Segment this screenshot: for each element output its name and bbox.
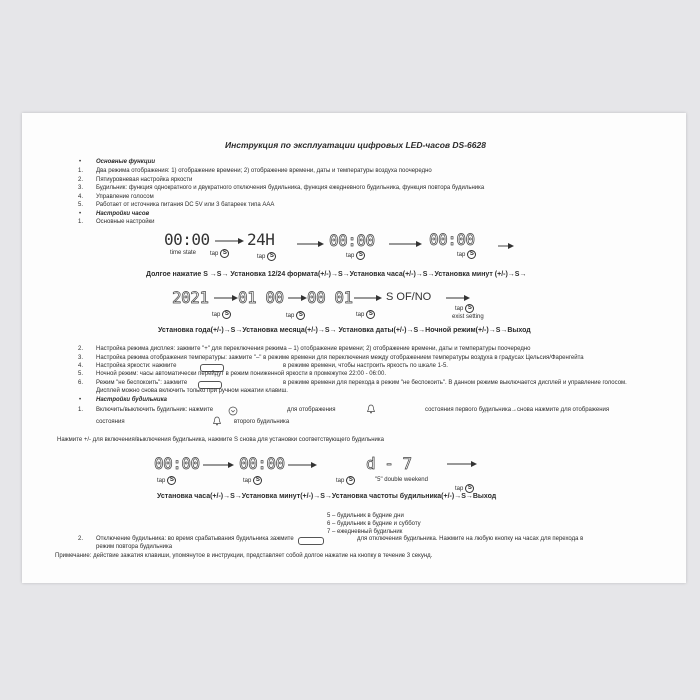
list-number: 6.	[78, 380, 84, 386]
list-item: Пятиуровневая настройка яркости	[96, 177, 193, 183]
led-display-year: 2021	[172, 288, 209, 307]
tap-label: tap	[286, 313, 295, 320]
tap-hint	[212, 310, 231, 319]
s-key-icon: S	[253, 476, 262, 485]
section-bullet: •	[79, 211, 82, 217]
page-title: Инструкция по эксплуатации цифровых LED-часов DS-6628	[225, 140, 486, 150]
list-item: Управление голосом	[96, 194, 154, 200]
list-number: 2.	[78, 177, 84, 183]
tap-label: tap	[346, 253, 355, 260]
tap-hint	[356, 310, 375, 319]
s-key-icon: S	[465, 484, 474, 493]
frequency-option: 6 – будильник в будние и субботу	[327, 521, 421, 527]
led-display-month: 01 00	[238, 288, 284, 307]
exit-caption: exist setting	[452, 314, 484, 320]
tap-hint	[243, 476, 262, 485]
section-bullet: •	[79, 397, 82, 403]
tap-hint	[257, 252, 276, 261]
tap-hint	[210, 249, 229, 258]
list-item-text: Включить/выключить будильник: нажмите	[96, 407, 214, 413]
list-number: 3.	[78, 185, 84, 191]
list-item-text: режим повтора будильника	[96, 544, 173, 550]
section-heading-clock: Настройки часов	[96, 211, 150, 217]
tap-label: tap	[455, 306, 464, 313]
led-display-format: 24H	[247, 230, 275, 249]
s-key-icon: S	[356, 251, 365, 260]
led-display-alarm-frequency: d - 7	[366, 454, 412, 473]
tap-label: tap	[243, 478, 252, 485]
frequency-note: "5" double weekend	[375, 477, 428, 483]
list-item-text: для отображения	[287, 407, 336, 413]
bell-icon	[212, 416, 222, 426]
list-item: Ночной режим: часы автоматически перейдут в режим пониженной яркости в промежутке 22:00 - 06:00.	[96, 371, 386, 377]
section-heading-basic: Основные функции	[96, 159, 156, 165]
s-key-icon: S	[267, 252, 276, 261]
list-number: 1.	[78, 168, 84, 174]
tap-hint	[157, 476, 176, 485]
tap-hint	[455, 304, 474, 313]
led-display-hour-set: 00:00	[329, 231, 375, 250]
list-number: 3.	[78, 355, 84, 361]
list-item-text: Режим "не беспокоить": зажмите	[96, 380, 188, 386]
list-item-text: состояния первого будильника→снова нажмите для отображения	[425, 407, 610, 413]
list-number: 5.	[78, 202, 84, 208]
list-item-text: Настройка яркости: нажмите	[96, 363, 177, 369]
led-display-time: 00:00	[164, 230, 210, 249]
s-key-icon: S	[296, 311, 305, 320]
alarm-hint: Нажмите +/- для включения/выключения будильника, нажмите S снова для установки соответствующего будильника	[57, 437, 385, 443]
bell-icon	[366, 404, 376, 414]
led-display-alarm-hour: 00:00	[154, 454, 200, 473]
list-item-text: Дисплей можно снова включить только при ручном нажатии клавиш.	[96, 388, 288, 394]
list-item-text: в режиме времени для перехода в режим "не беспокоить". В данном режиме выключается дисплей и управление голосом.	[283, 380, 627, 386]
clock-setup-caption: Долгое нажатие S →S→ Установка 12/24 формата(+/-)→S→Установка часа(+/-)→S→Установка минут (+/-)→S→	[146, 271, 527, 278]
list-item-text: Отключение будильника: во время срабатывания будильника зажмите	[96, 536, 294, 542]
tap-hint	[455, 484, 474, 493]
footnote: Примечание: действие зажатия клавиши, упомянутое в инструкции, представляет собой долгое нажатие на кнопку в течение 3 секунд.	[55, 553, 433, 559]
section-heading-alarm: Настройки будильника	[96, 397, 168, 403]
list-number: 4.	[78, 194, 84, 200]
list-number: 1.	[78, 407, 84, 413]
tap-hint	[457, 250, 476, 259]
tap-label: tap	[210, 251, 219, 258]
section-bullet: •	[79, 159, 82, 165]
list-item: Основные настройки	[96, 219, 155, 225]
list-item: Два режима отображения: 1) отображение времени; 2) отображение времени, даты и температуры воздуха поочередно	[96, 168, 432, 174]
date-setup-caption: Установка года(+/-)→S→Установка месяца(+/-)→S→ Установка даты(+/-)→S→Ночной режим(+/-)→S→Выход	[158, 327, 531, 334]
list-item: Будильник: функция однократного и двукратного отключения будильника, функция ежедневного будильника, функция повтора будильника	[96, 185, 485, 191]
alarm-key-icon	[228, 406, 238, 416]
frequency-option: 5 – будильник в будние дни	[327, 513, 404, 519]
list-number: 2.	[78, 536, 84, 542]
tap-hint	[346, 251, 365, 260]
alarm-setup-caption: Установка часа(+/-)→S→Установка минут(+/-)→S→Установка частоты будильника(+/-)→S→Выход	[157, 493, 497, 500]
list-number: 4.	[78, 363, 84, 369]
tap-label: tap	[212, 312, 221, 319]
list-number: 1.	[78, 219, 84, 225]
list-item-text: второго будильника	[234, 419, 290, 425]
display-caption: time state	[170, 250, 197, 256]
s-key-icon: S	[366, 310, 375, 319]
tap-label: tap	[457, 252, 466, 259]
s-key-icon: S	[220, 249, 229, 258]
list-item: Настройка режима отображения температуры: зажмите "–" в режиме времени для переключения между отображением температуры воздуха в градусах Цельсия/Фаренгейта	[96, 355, 584, 361]
frequency-option: 7 – ежедневный будильник	[327, 529, 403, 535]
list-item-text: в режиме времени, чтобы настроить яркость по шкале 1-5.	[283, 363, 448, 369]
s-key-icon: S	[465, 304, 474, 313]
list-item-text: для отключения будильника. Нажмите на любую кнопку на часах для перехода в	[357, 536, 584, 542]
tap-label: tap	[336, 478, 345, 485]
s-key-icon: S	[467, 250, 476, 259]
led-display-date: 00 01	[307, 288, 353, 307]
led-display-minute-set: 00:00	[429, 230, 475, 249]
list-number: 2.	[78, 346, 84, 352]
tap-hint	[286, 311, 305, 320]
s-key-icon: S	[346, 476, 355, 485]
s-key-icon: S	[222, 310, 231, 319]
list-item: Работает от источника питания DC 5V или 3 батареек типа AAA	[96, 202, 275, 208]
tap-label: tap	[157, 478, 166, 485]
s-key-icon: S	[167, 476, 176, 485]
tap-label: tap	[455, 486, 464, 493]
tap-label: tap	[356, 312, 365, 319]
list-item-text: состояния	[96, 419, 125, 425]
list-number: 5.	[78, 371, 84, 377]
tap-hint	[336, 476, 355, 485]
list-item: Настройка режима дисплея: зажмите "+" для переключения режима – 1) отображение времени; 2) отображение времени, даты и температуры поочередно	[96, 346, 531, 352]
snooze-key-icon	[298, 537, 324, 545]
tap-label: tap	[257, 254, 266, 261]
night-mode-display: S OF/NO	[386, 291, 432, 303]
led-display-alarm-minute: 00:00	[239, 454, 285, 473]
